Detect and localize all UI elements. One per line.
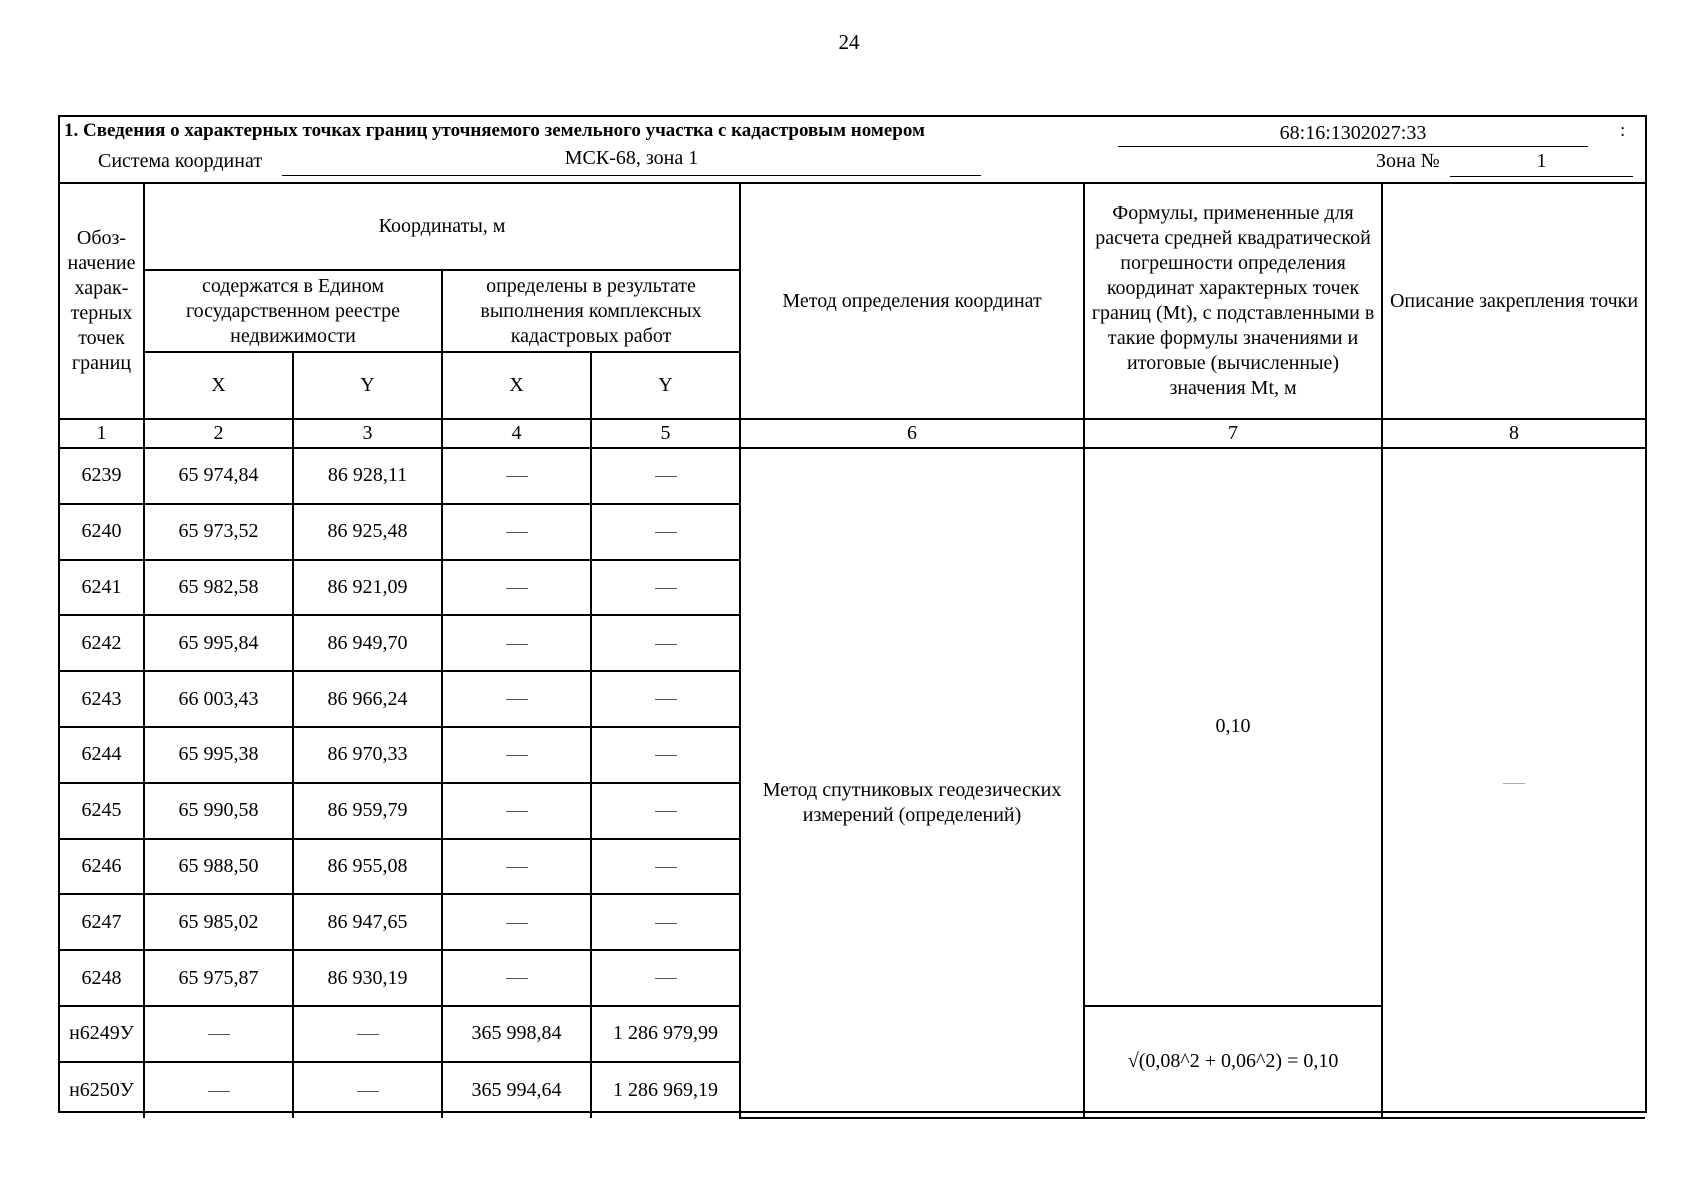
- x-determined-empty: [442, 894, 591, 950]
- col-x-egrn-header: X: [144, 352, 293, 419]
- zone-label: Зона №: [1376, 150, 1440, 172]
- column-number: 1: [60, 419, 144, 448]
- col-y-egrn-header: Y: [293, 352, 442, 419]
- point-id: 6245: [60, 783, 144, 839]
- cadastral-sheet: [58, 115, 1647, 1113]
- y-egrn-value: 86 970,33: [293, 727, 442, 783]
- x-determined-value: 365 994,64: [442, 1062, 591, 1118]
- coord-system-label: Система координат: [98, 150, 263, 172]
- y-determined-empty: [591, 783, 740, 839]
- column-number: 4: [442, 419, 591, 448]
- point-id: 6242: [60, 615, 144, 671]
- x-egrn-empty: [144, 1062, 293, 1118]
- empty-dash: [506, 867, 528, 868]
- y-egrn-value: 86 966,24: [293, 671, 442, 727]
- col-method-header: Метод определения координат: [740, 184, 1084, 419]
- y-determined-empty: [591, 504, 740, 560]
- point-id: 6248: [60, 950, 144, 1006]
- empty-dash: [655, 923, 677, 924]
- col-x-determined-header: X: [442, 352, 591, 419]
- table-row: [60, 448, 1645, 504]
- point-id: 6240: [60, 504, 144, 560]
- cadastral-number: 68:16:1302027:33: [1118, 122, 1588, 147]
- col-egrn-header: содержатся в Едином государственном реестре недвижимости: [144, 270, 442, 352]
- zone-value: 1: [1450, 150, 1633, 177]
- method-cell: Метод спутниковых геодезических измерений (определений): [740, 448, 1084, 1118]
- column-number: 2: [144, 419, 293, 448]
- x-egrn-value: 65 982,58: [144, 560, 293, 616]
- y-determined-empty: [591, 560, 740, 616]
- empty-dash: [655, 588, 677, 589]
- empty-dash: [506, 755, 528, 756]
- y-determined-empty: [591, 448, 740, 504]
- y-egrn-empty: [293, 1006, 442, 1062]
- description-cell: [1382, 448, 1645, 1118]
- column-number: 8: [1382, 419, 1645, 448]
- y-egrn-value: 86 959,79: [293, 783, 442, 839]
- empty-dash: [655, 476, 677, 477]
- empty-dash: [506, 699, 528, 700]
- x-egrn-value: 65 973,52: [144, 504, 293, 560]
- x-determined-empty: [442, 950, 591, 1006]
- y-determined-empty: [591, 615, 740, 671]
- empty-dash: [655, 811, 677, 812]
- empty-dash: [655, 978, 677, 979]
- x-egrn-value: 65 974,84: [144, 448, 293, 504]
- y-determined-empty: [591, 671, 740, 727]
- point-id: 6246: [60, 839, 144, 895]
- column-number-row: [60, 419, 1645, 448]
- col-y-determined-header: Y: [591, 352, 740, 419]
- y-determined-empty: [591, 894, 740, 950]
- empty-dash: [506, 532, 528, 533]
- column-number: 5: [591, 419, 740, 448]
- col-coordinates-header: Координаты, м: [144, 184, 740, 270]
- x-determined-empty: [442, 504, 591, 560]
- empty-dash: [655, 867, 677, 868]
- x-egrn-value: 65 990,58: [144, 783, 293, 839]
- col-designation-header: Обоз- начение харак- терных точек границ: [60, 184, 144, 419]
- col-determined-header: определены в результате выполнения комплексных кадастровых работ: [442, 270, 740, 352]
- point-id: 6243: [60, 671, 144, 727]
- y-determined-empty: [591, 950, 740, 1006]
- x-determined-empty: [442, 448, 591, 504]
- y-egrn-value: 86 955,08: [293, 839, 442, 895]
- y-egrn-value: 86 949,70: [293, 615, 442, 671]
- coord-system-value: МСК-68, зона 1: [564, 147, 699, 169]
- x-egrn-value: 65 985,02: [144, 894, 293, 950]
- x-egrn-value: 66 003,43: [144, 671, 293, 727]
- column-number: 6: [740, 419, 1084, 448]
- x-egrn-value: 65 975,87: [144, 950, 293, 1006]
- page-number: 24: [838, 30, 860, 54]
- col-formula-header: Формулы, примененные для расчета средней квадратической погрешности определения координат характерных точек границ (Mt), с подставленными в такие формулы значениями и итоговые (вычисленные) значения Mt, м: [1084, 184, 1382, 419]
- empty-dash: [1503, 783, 1525, 784]
- points-table: [60, 184, 1645, 1119]
- x-determined-empty: [442, 727, 591, 783]
- column-number: 7: [1084, 419, 1382, 448]
- point-id: н6250У: [60, 1062, 144, 1118]
- section-title: 1. Сведения о характерных точках границ уточняемого земельного участка с кадастровым номером: [64, 120, 925, 141]
- empty-dash: [655, 532, 677, 533]
- y-determined-value: 1 286 979,99: [591, 1006, 740, 1062]
- y-egrn-value: 86 947,65: [293, 894, 442, 950]
- y-egrn-value: 86 925,48: [293, 504, 442, 560]
- x-determined-empty: [442, 560, 591, 616]
- title-colon: :: [1620, 120, 1626, 141]
- x-determined-empty: [442, 615, 591, 671]
- empty-dash: [357, 1091, 379, 1092]
- y-determined-empty: [591, 839, 740, 895]
- y-egrn-empty: [293, 1062, 442, 1118]
- x-egrn-value: 65 995,38: [144, 727, 293, 783]
- col-description-header: Описание закрепления точки: [1382, 184, 1645, 419]
- y-egrn-value: 86 928,11: [293, 448, 442, 504]
- column-number: 3: [293, 419, 442, 448]
- section-header: [60, 117, 1645, 184]
- point-id: 6247: [60, 894, 144, 950]
- empty-dash: [506, 923, 528, 924]
- empty-dash: [208, 1091, 230, 1092]
- x-egrn-value: 65 995,84: [144, 615, 293, 671]
- empty-dash: [655, 755, 677, 756]
- coord-system-field: [282, 147, 981, 176]
- mt-value-cell: 0,10: [1084, 448, 1382, 1006]
- empty-dash: [655, 699, 677, 700]
- empty-dash: [506, 978, 528, 979]
- y-egrn-value: 86 921,09: [293, 560, 442, 616]
- point-id: 6244: [60, 727, 144, 783]
- x-determined-empty: [442, 839, 591, 895]
- point-id: н6249У: [60, 1006, 144, 1062]
- empty-dash: [357, 1034, 379, 1035]
- empty-dash: [208, 1034, 230, 1035]
- y-determined-empty: [591, 727, 740, 783]
- x-egrn-empty: [144, 1006, 293, 1062]
- point-id: 6241: [60, 560, 144, 616]
- point-id: 6239: [60, 448, 144, 504]
- x-egrn-value: 65 988,50: [144, 839, 293, 895]
- empty-dash: [655, 644, 677, 645]
- empty-dash: [506, 476, 528, 477]
- empty-dash: [506, 811, 528, 812]
- mt-formula-cell: √(0,08^2 + 0,06^2) = 0,10: [1084, 1006, 1382, 1118]
- empty-dash: [506, 588, 528, 589]
- y-determined-value: 1 286 969,19: [591, 1062, 740, 1118]
- x-determined-empty: [442, 783, 591, 839]
- empty-dash: [506, 644, 528, 645]
- y-egrn-value: 86 930,19: [293, 950, 442, 1006]
- x-determined-empty: [442, 671, 591, 727]
- x-determined-value: 365 998,84: [442, 1006, 591, 1062]
